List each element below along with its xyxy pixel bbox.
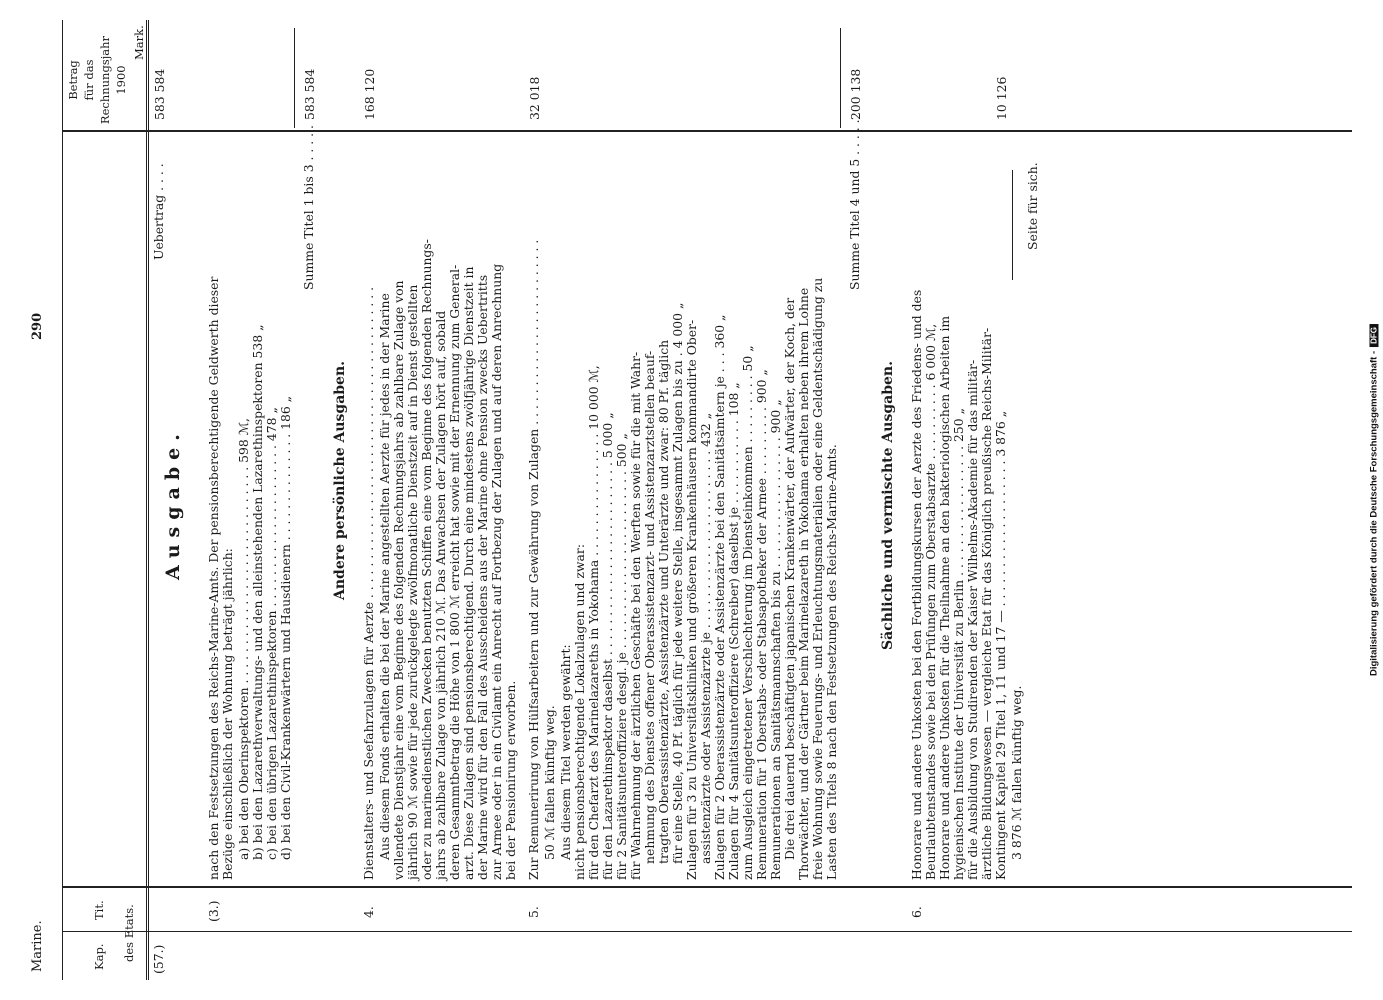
tit-5-line-15: zum Ausgleich eingetretener Verschlechterung im Diensteinkommen . . . . . . . . . 50 „ [739,345,755,880]
tit-5-line-5: für den Lazarethinspektor daselbst . . . . . . . . . . . . . . . . . . . . . . . . . 5 000 „ [599,412,615,880]
seite-fuer-sich: Seite für sich. [1024,162,1040,250]
digitization-credit [1369,324,1380,676]
tit-4-line-2: vollendete Dienstjahr eine vom Beginne des folgenden Rechnungsjahrs ab zahlbare Zulage von [390,280,406,880]
header-left: Marine. [29,920,45,972]
tit-5-line-7: für Wahrnehmung der ärztlichen Geschäfte bei den Werften sowie für die mit Wahr- [627,351,643,880]
tit-4-number: 4. [360,906,376,918]
tit-6-subtotal-rule [1012,170,1013,280]
tit-4-line-6: deren Gesammtbetrag die Höhe von 1 800 ℳ erreicht hat sowie mit der Ernennung zum General- [446,264,462,880]
page-number: 290 [29,312,45,340]
tit-4-line-4: oder zu marinedienstlichen Zwecken benutzten Schiffen eine vom Beginne des folgenden Rechnungs- [418,239,434,880]
tit-6-line-3: Honorare und andere Unkosten für die Theilnahme an den bakteriologischen Arbeiten im [936,315,952,880]
col-betrag-1: Betrag [65,60,80,100]
tit-5-amount: 32 018 [526,76,542,120]
tit-3-text-1: nach den Festsetzungen des Reichs-Marine-Amts. Der pensionsberechtigende Geldwerth dieser [205,276,221,880]
tit-5-line-9: tragten Oberassistenzärzte, Assistenzärzte und Unterärzte und zwar: 80 Pf. täglich [655,339,671,864]
document-page [22,20,1362,980]
tit-4-line-3: jährlich 90 ℳ sowie für jede zurückgelegte zwölfmonatliche Dienstzeit auf in Dienst gestellten [404,284,420,880]
header-rule-top [62,20,63,980]
tit-3-item-c: c) bei den übrigen Lazarethinspektoren . . . . . . . . . . . . . . . . . . . . . 478 „ [263,407,279,860]
section-heading-material: Sächliche und vermischte Ausgaben. [879,361,896,650]
col-divider-amount [62,130,1352,132]
tit-4-amount: 168 120 [361,68,377,120]
tit-6-number: 6. [908,906,924,918]
tit-4-line-1: Aus diesem Fonds erhalten die bei der Marine angestellten Aerzte für jedes in der Marine [376,293,392,860]
footer-text: Digitalisierung gefördert durch die Deutsche Forschungsgemeinschaft - [1368,350,1380,677]
tit-5-heading: Zur Remunerirung von Hülfsarbeitern und zur Gewährung von Zulagen . . . . . . . . . . . . . . . . . . . . . . . . [525,239,541,880]
tit-5-line-17: Remunerationen an Sanitätsmannschaften bis zu . . . . . . . . . . . . . . . . . 900 „ [767,399,783,880]
tit-6-line-2: Beurlaubtenstandes sowie bei den Prüfungen zum Oberstabsarzte . . . . . . . . . . 6 000 ℳ, [922,323,938,880]
sum-1-3-label: Summe Titel 1 bis 3 . . . . . [300,125,316,290]
tit-5-line-21: Lasten des Titels 8 nach den Festsetzungen des Reichs-Marine-Amts. [823,444,839,880]
tit-3-text-2: Bezüge einschließlich der Wohnung beträgt jährlich: [219,548,235,880]
tit-5-line-13: Zulagen für 2 Oberassistenzärzte oder Assistenzärzte bei den Sanitätsämtern je . . . 360 „ [711,314,727,880]
tit-6-line-8: 3 876 ℳ fallen künftig weg. [1008,685,1024,860]
col-betrag-3: Rechnungsjahr [97,35,112,125]
col-divider-kap [62,931,1352,932]
tit-3-item-b: b) bei den Lazarethverwaltungs- und den alleinstehenden Lazarethinspektoren 538 „ [249,324,265,860]
tit-6-amount: 10 126 [993,76,1009,120]
dfg-badge: DFG [1370,324,1379,347]
uebertrag-label: Uebertrag . . . . [150,163,166,260]
tit-5-line-2: Aus diesem Titel werden gewährt: [557,644,573,860]
tit-5-line-8: nehmung des Dienstes offener Oberassistenzarzt- und Assistenzarztstellen beauf- [641,350,657,864]
col-kap: Kap. [91,943,106,970]
tit-5-line-3: nicht pensionsberechtigende Lokalzulagen und zwar: [571,543,587,880]
sum-1-3-rule [294,28,295,128]
tit-4-line-8: der Marine wird für den Fall des Ausscheidens aus der Marine ohne Pension zwecks Uebertritts [474,274,490,880]
tit-5-line-19: Thorwächter, und der Gärtner beim Marinelazareth in Yokohama erhalten neben ihrem Lohne [795,287,811,880]
tit-5-line-14: Zulagen für 4 Sanitätsunteroffiziere (Schreiber) daselbst je . . . . . . . . . . . 108 „ [725,382,741,880]
tit-5-line-6: für 2 Sanitätsunteroffiziere desgl. je . . . . . . . . . . . . . . . . . . . . . . . 500 „ [613,433,629,880]
sum-4-5-label: Summe Titel 4 und 5 . . . . . [846,119,862,290]
uebertrag-amount: 583 584 [151,68,167,120]
tit-4-line-5: jahrs ab zahlbare Zulage von jährlich 210 ℳ. Das Anwachsen der Zulagen hört auf, sobald [432,310,448,880]
tit-5-line-18: Die drei dauernd beschäftigten japanischen Krankenwärter, der Aufwärter, der Koch, der [781,297,797,860]
col-tit: Tit. [91,900,106,920]
tit-4-heading: Dienstalters- und Seefahrzulagen für Aerzte . . . . . . . . . . . . . . . . . . . . . . . . . . . . . . . . . . . . . . . . [360,286,376,880]
page-title: Ausgabe. [161,427,184,580]
tit-3-number: (3.) [205,900,221,922]
tit-3-item-d: d) bei den Civil-Krankenwärtern und Hausdienern . . . . . . . . . . . . . . 186 „ [277,395,293,860]
col-divider-tit [62,886,1352,888]
tit-5-line-12: assistenzärzte oder Assistenzärzte je . . . . . . . . . . . . . . . . . . . . . . . 432 „ [697,412,713,864]
col-betrag-4: 1900 [113,65,128,95]
tit-5-line-1: 50 ℳ fallen künftig weg. [541,705,557,860]
tit-6-line-7: Kontingent Kapitel 29 Titel 1, 11 und 17 — . . . . . . . . . . . . . . . . . . . 3 876 „ [992,410,1008,880]
sum-4-5-rule [840,28,841,128]
tit-5-line-11: Zulagen für 3 zu Universitätskliniken und größeren Krankenhäusern kommandirte Ober- [683,319,699,880]
col-mark: Mark. [131,25,146,60]
tit-5-line-10: für eine Stelle, 40 Pf. täglich für jede weitere Stelle, insgesammt Zulagen bis zu . 4 000 „ [669,302,685,864]
tit-6-line-4: hygienischen Institute der Universität zu Berlin . . . . . . . . . . . . . . . . . 250 „ [950,407,966,880]
tit-4-line-10: bei der Pensionirung erworben. [502,680,518,880]
tit-5-number: 5. [525,906,541,918]
kap-number: (57.) [150,944,166,974]
col-betrag-2: für das [81,59,96,101]
tit-5-line-4: für den Chefarzt des Marinelazareths in Yokohama . . . . . . . . . . . . . . . . 10 000 ℳ, [585,365,601,880]
tit-4-line-9: zur Armee oder in ein Civilamt ein Anrecht auf Fortbezug der Zulagen und auf deren Anrechnung [488,263,504,880]
section-heading-personal: Andere persönliche Ausgaben. [331,360,348,600]
tit-6-line-1: Honorare und andere Unkosten bei den Fortbildungskursen der Aerzte des Friedens- und des [908,289,924,880]
col-des-etats: des Etats. [121,904,136,962]
header-rule-bottom [146,20,149,980]
tit-5-line-16: Remuneration für 1 Oberstabs- oder Stabsapotheker der Armee . . . . . . . . . 900 „ [753,369,769,880]
tit-6-line-6: ärztliche Bildungswesen — vergleiche Etat für das Königlich preußische Reichs-Militär- [978,327,994,880]
tit-5-line-20: freie Wohnung sowie Feuerungs- und Erleuchtungsmaterialien oder eine Geldentschädigung zu [809,277,825,880]
tit-3-item-a: a) bei den Oberinspektoren . . . . . . . . . . . . . . . . . . . . . . . . . . . . 598 ℳ, [235,418,251,860]
tit-4-line-7: arzt. Diese Zulagen sind pensionsberechtigend. Durch eine mindestens zwölfjährige Dienstzeit in [460,266,476,880]
sum-4-5-amount: 200 138 [847,68,863,120]
tit-6-line-5: für die Ausbildung von Studirenden der Kaiser Wilhelms-Akademie für das militär- [964,359,980,880]
sum-1-3-amount: 583 584 [301,68,317,120]
